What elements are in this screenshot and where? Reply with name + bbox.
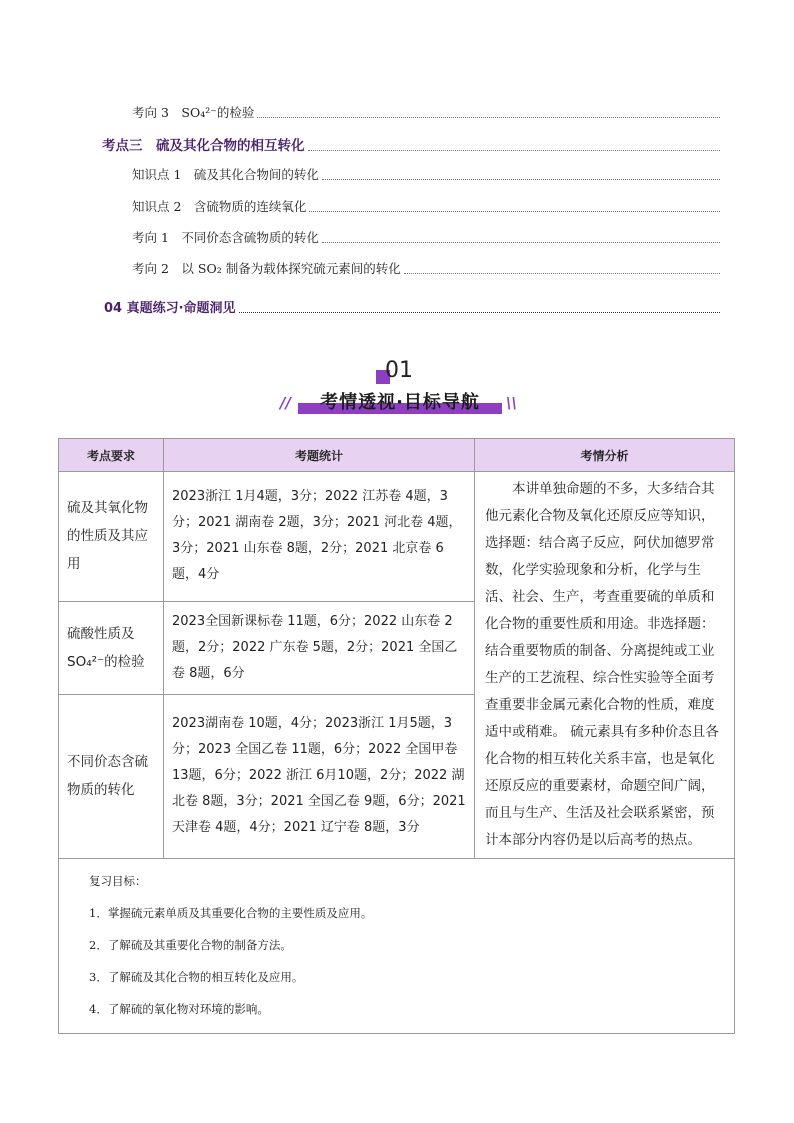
goal-item: 2．了解硫及其重要化合物的制备方法。: [89, 938, 292, 952]
table-header-row: [59, 439, 735, 472]
section-title: 考情透视·目标导航: [320, 392, 480, 413]
toc-label: 考向 1 不同价态含硫物质的转化: [132, 230, 319, 245]
toc-label: 知识点 2 含硫物质的连续氧化: [132, 199, 307, 214]
left-slash-decoration: //: [280, 394, 291, 412]
toc-label: 考点三 硫及其化合物的相互转化: [102, 138, 305, 154]
toc-label: 考向 2 以 SO₂ 制备为载体探究硫元素间的转化: [132, 261, 401, 276]
stats-cell: 2023湖南卷 10题，4分；2023浙江 1月5题，3分；2023 全国乙卷 11题，6分；2022 全国甲卷 13题，6分；2022 浙江 6月10题，2分；2022 湖北卷 8题，3分；2021 全国乙卷 9题，6分；2021 天津卷 4题，4分；2021 辽宁卷 8题，3分: [164, 694, 475, 858]
goal-item: 3．了解硫及其化合物的相互转化及应用。: [89, 970, 304, 984]
goal-item: 1．掌握硫元素单质及其重要化合物的主要性质及应用。: [89, 906, 373, 920]
review-goals-cell: [59, 859, 735, 1034]
section-banner: [280, 358, 520, 422]
toc-leader-dots: [239, 311, 720, 313]
toc-leader-dots: [308, 149, 721, 151]
stats-cell: 2023全国新课标卷 11题，6分；2022 山东卷 2题，2分；2022 广东卷 5题，2分；2021 全国乙卷 8题，6分: [164, 601, 475, 694]
toc-item-zhenti[interactable]: [104, 297, 720, 316]
toc-item-kaoxiang3[interactable]: [132, 103, 720, 121]
toc-item-kaoxiang2[interactable]: [132, 259, 720, 277]
toc-leader-dots: [322, 178, 720, 180]
requirement-cell: 不同价态含硫物质的转化: [59, 694, 164, 858]
toc-item-kaoxiang1[interactable]: [132, 228, 720, 246]
toc-leader-dots: [257, 116, 720, 118]
toc-leader-dots: [404, 272, 720, 274]
goals-title: 复习目标：: [89, 874, 147, 888]
stats-cell: 2023浙江 1月4题，3分；2022 江苏卷 4题，3分；2021 湖南卷 2题，3分；2021 河北卷 4题，3分；2021 山东卷 8题，2分；2021 北京卷 6题，4分: [164, 472, 475, 602]
header-analysis: 考情分析: [475, 439, 735, 472]
analysis-cell: 本讲单独命题的不多，大多结合其他元素化合物及氧化还原反应等知识，选择题：结合离子反应，阿伏加德罗常数，化学实验现象和分析，化学与生活、社会、生产，考查重要硫的单质和化合物的重要性质和用途。非选择题：结合重要物质的制备、分离提纯或工业生产的工艺流程、综合性实验等全面考查重要非金属元素化合物的性质，难度适中或稍难。 硫元素具有多种价态且各化合物的相互转化关系丰富，也是氧化还原反应的重要素材，命题空间广阔，而且与生产、生活及社会联系紧密，预计本部分内容仍是以后高考的热点。: [475, 472, 735, 859]
goals-row: [59, 859, 735, 1034]
toc-label: 04 真题练习·命题洞见: [104, 301, 236, 316]
requirement-cell: 硫酸性质及SO₄²⁻的检验: [59, 601, 164, 694]
toc-item-zhishidian1[interactable]: [132, 165, 720, 183]
section-number: 01: [385, 358, 413, 383]
toc-leader-dots: [309, 210, 720, 212]
toc-item-kaodian3[interactable]: [102, 134, 720, 154]
header-stats: 考题统计: [164, 439, 475, 472]
table-row: [59, 472, 735, 602]
toc-label: 考向 3 SO₄²⁻的检验: [132, 105, 255, 120]
requirement-cell: 硫及其氧化物的性质及其应用: [59, 472, 164, 602]
toc-item-zhishidian2[interactable]: [132, 197, 720, 215]
toc-label: 知识点 1 硫及其化合物间的转化: [132, 167, 319, 182]
goal-item: 4．了解硫的氧化物对环境的影响。: [89, 1002, 269, 1016]
right-slash-decoration: \\: [506, 394, 517, 412]
toc-leader-dots: [322, 241, 720, 243]
exam-analysis-table: [58, 438, 735, 1034]
header-requirement: 考点要求: [59, 439, 164, 472]
